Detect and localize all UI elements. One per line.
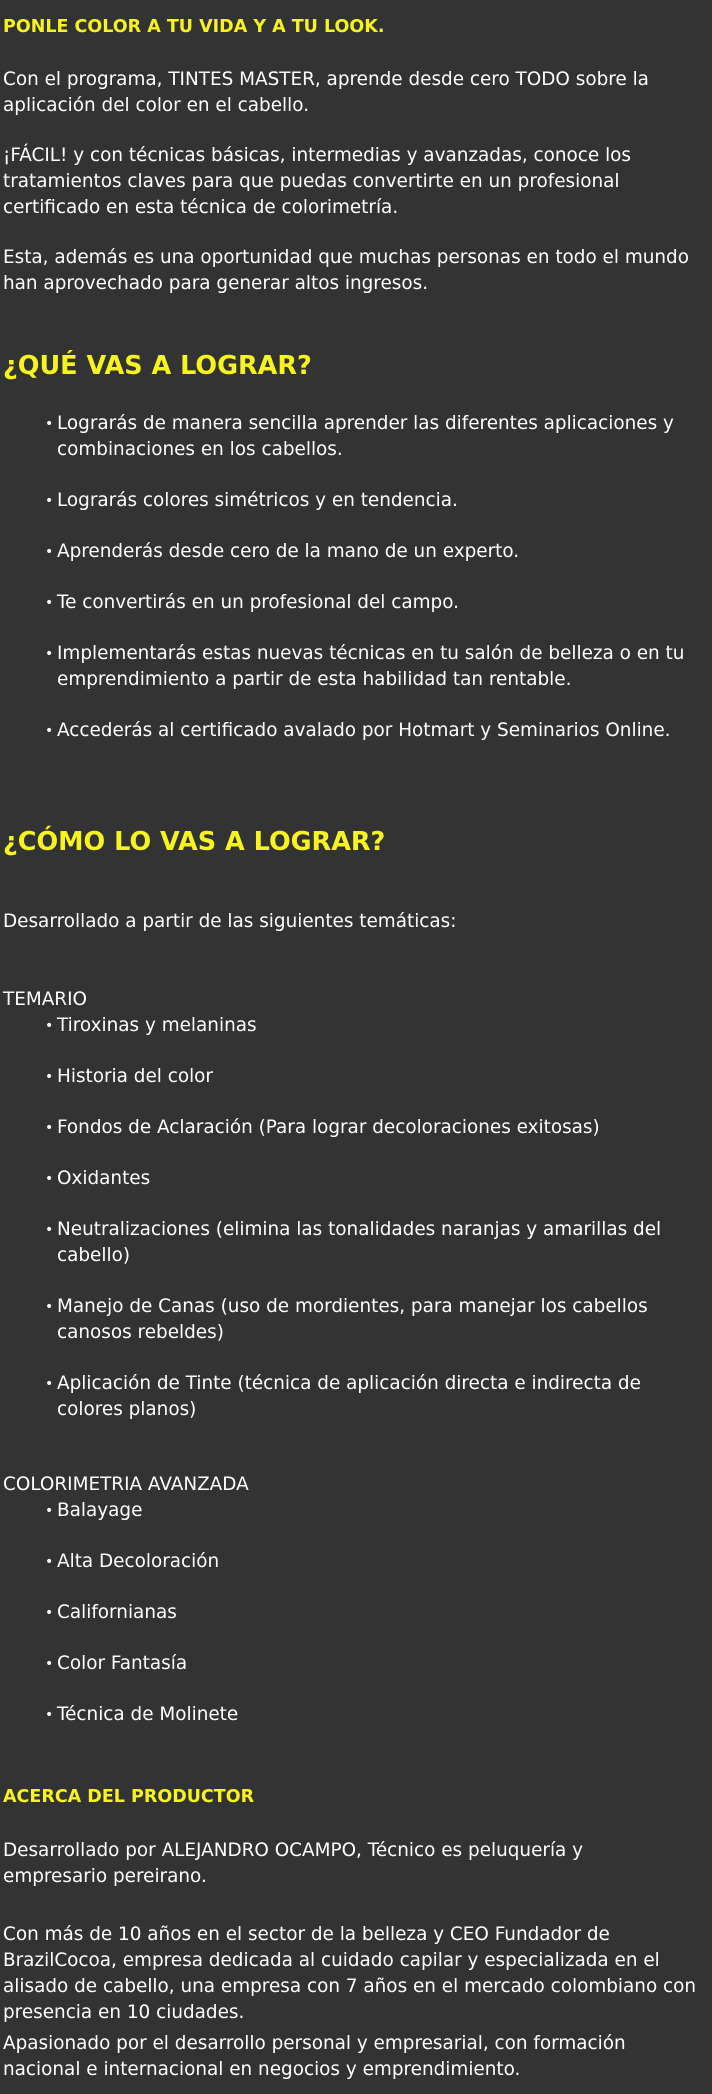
intro-paragraph-1: Con el programa, TINTES MASTER, aprende desde cero TODO sobre la aplicación del color en el cabello.	[3, 69, 649, 116]
list-item: • Técnica de Molinete	[45, 1702, 697, 1728]
producer-paragraph-3: Apasionado por el desarrollo personal y empresarial, con formación nacional e internacional en negocios y emprendimiento.	[3, 2033, 626, 2080]
list-item: • Implementarás estas nuevas técnicas en tu salón de belleza o en tu emprendimiento a partir de esta habilidad tan rentable.	[45, 641, 697, 693]
list-item: • Oxidantes	[45, 1166, 697, 1192]
temario-label: TEMARIO	[3, 989, 87, 1010]
list-item: • Balayage	[45, 1498, 697, 1524]
list-item: • Lograrás colores simétricos y en tendencia.	[45, 488, 697, 514]
goals-list	[3, 411, 697, 744]
list-item: • Te convertirás en un profesional del campo.	[45, 590, 697, 616]
list-item: • Historia del color	[45, 1064, 697, 1090]
producer-paragraph-1: Desarrollado por ALEJANDRO OCAMPO, Técnico es peluquería y empresario pereirano.	[3, 1840, 584, 1887]
list-item: • Neutralizaciones (elimina las tonalidades naranjas y amarillas del cabello)	[45, 1217, 697, 1269]
goals-title: ¿QUÉ VAS A LOGRAR?	[3, 351, 312, 381]
list-item: • Manejo de Canas (uso de mordientes, para manejar los cabellos canosos rebeldes)	[45, 1294, 697, 1346]
list-item: • Accederás al certificado avalado por Hotmart y Seminarios Online.	[45, 718, 697, 744]
intro-paragraph-2: ¡FÁCIL! y con técnicas básicas, intermedias y avanzadas, conoce los tratamientos claves para que puedas convertirte en un profesional certificado en esta técnica de colorimetría.	[3, 145, 632, 218]
avanzada-list	[3, 1498, 697, 1728]
how-intro: Desarrollado a partir de las siguientes temáticas:	[3, 911, 457, 932]
how-title: ¿CÓMO LO VAS A LOGRAR?	[3, 827, 386, 857]
list-item: • Fondos de Aclaración (Para lograr decoloraciones exitosas)	[45, 1115, 697, 1141]
list-item: • Californianas	[45, 1600, 697, 1626]
list-item: • Alta Decoloración	[45, 1549, 697, 1575]
temario-list	[3, 1013, 697, 1423]
producer-paragraph-2: Con más de 10 años en el sector de la belleza y CEO Fundador de BrazilCocoa, empresa dedicada al cuidado capilar y especializada en el alisado de cabello, una empresa con 7 años en el mercado colombiano con presencia en 10 ciudades.	[3, 1924, 697, 2023]
list-item: • Color Fantasía	[45, 1651, 697, 1677]
list-item: • Aplicación de Tinte (técnica de aplicación directa e indirecta de colores planos)	[45, 1371, 697, 1423]
producer-title: ACERCA DEL PRODUCTOR	[3, 1787, 255, 1807]
intro-title: PONLE COLOR A TU VIDA Y A TU LOOK.	[3, 17, 385, 37]
list-item: • Lograrás de manera sencilla aprender las diferentes aplicaciones y combinaciones en los cabellos.	[45, 411, 697, 463]
list-item: • Aprenderás desde cero de la mano de un experto.	[45, 539, 697, 565]
avanzada-label: COLORIMETRIA AVANZADA	[3, 1474, 249, 1495]
list-item: • Tiroxinas y melaninas	[45, 1013, 697, 1039]
intro-paragraph-3: Esta, además es una oportunidad que muchas personas en todo el mundo han aprovechado para generar altos ingresos.	[3, 247, 689, 294]
